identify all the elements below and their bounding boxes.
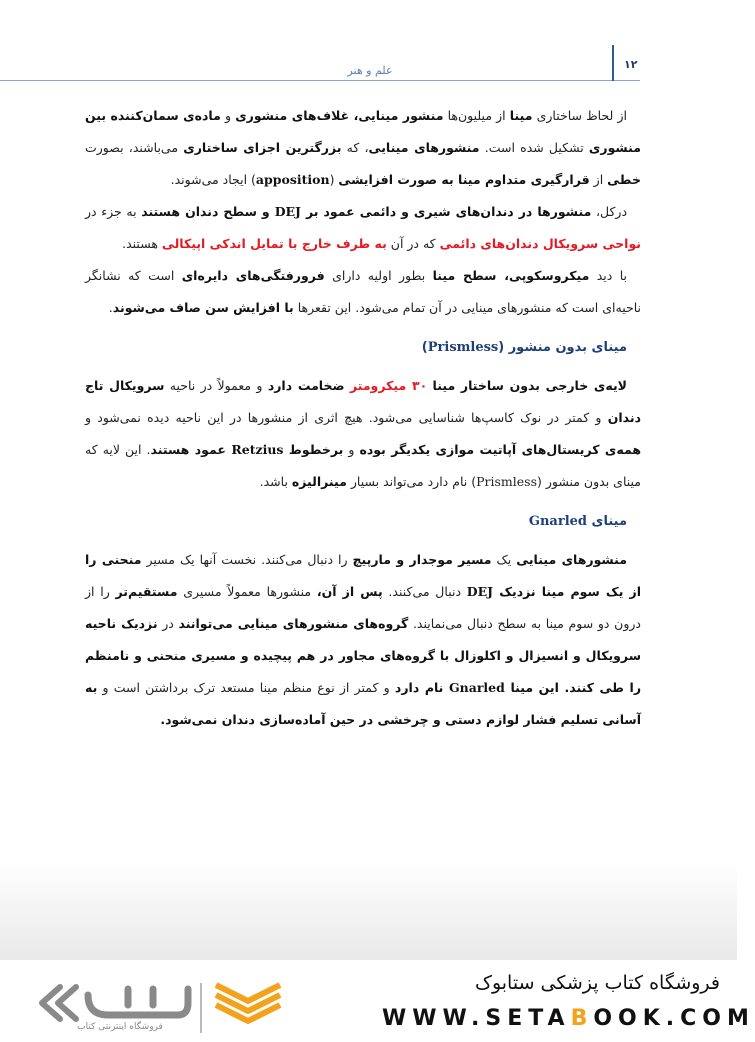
text-run: درکل، (591, 204, 628, 219)
text-run: و (343, 442, 360, 457)
text-run: بطور اولیه دارای (324, 268, 433, 283)
text-run: Prismless (427, 340, 499, 355)
text-run: فرورفتگی‌های دایره‌ای (181, 268, 325, 283)
section-title-gnarled (85, 510, 627, 534)
header-divider (612, 45, 614, 81)
text-run: مینا (509, 108, 533, 123)
text-run: DEJ (274, 204, 301, 219)
text-run: به طرف خارج با تمایل اندکی اپیکالی (161, 236, 387, 251)
text-run: مستقیم‌تر (115, 584, 178, 599)
text-run: خطی (607, 172, 641, 187)
text-run: منشورهای مینایی (516, 552, 627, 567)
text-run: ) ایجاد می‌شوند. (170, 172, 256, 187)
text-run: Prismless (476, 474, 537, 489)
text-run: نام دارد (394, 680, 449, 695)
text-run: Gnarled (528, 514, 588, 529)
text-run: منحنی را از یک سوم مینا نزدیک (85, 552, 642, 599)
text-run: با افزایش سن صاف می‌شوند (112, 300, 294, 315)
running-head: علم و هنر (347, 64, 393, 77)
text-run: منشور مینایی، غلاف‌های منشوری (235, 108, 444, 123)
text-run: میکروسکوپی، سطح مینا (432, 268, 590, 283)
text-run: از لحاظ ساختاری (532, 108, 628, 123)
text-run: هستند. (122, 236, 162, 251)
text-run: و معمولاً در ناحیه (164, 378, 268, 393)
text-run: تشکیل شده است. (479, 140, 589, 155)
text-run: Retzius (231, 442, 284, 457)
text-run: نزدیک ناحیه سرویکال و انسیزال و اکلوزال با گروه‌های مجاور در هم پیچیده و مسیری منحنی و نامنظم را طی کنند. این مینا (85, 616, 642, 695)
text-run: یک (491, 552, 517, 567)
text-run: از میلیون‌ها (443, 108, 510, 123)
text-run: ضخامت دارد (267, 378, 345, 393)
text-run: DEJ (466, 584, 494, 599)
text-run: از (589, 172, 608, 187)
text-run: ، که (341, 140, 369, 155)
logo-wordmark: ستابوک (146, 1009, 150, 1010)
logo-subtitle: فروشگاه اینترنتی کتاب (77, 1022, 163, 1032)
paragraph-prismless (85, 370, 641, 498)
text-run: منشورها معمولاً مسیری (177, 584, 317, 599)
paragraph-surface (85, 260, 641, 324)
store-url[interactable] (382, 1006, 755, 1031)
store-title: فروشگاه کتاب پزشکی ستابوک (474, 972, 720, 994)
text-run: با دید (589, 268, 628, 283)
text-run: سرویکال تاج دندان (85, 378, 641, 425)
text-run: گروه‌های منشورهای مینایی می‌توانند (178, 616, 409, 631)
text-run: را دنبال می‌کنند. نخست آنها یک مسیر (141, 552, 353, 567)
text-run: در (157, 616, 179, 631)
text-run: ) (421, 340, 428, 355)
text-run: است که نشانگر ناحیه‌ای است که منشورهای مینایی در آن تمام می‌شود. این تقعرها (85, 268, 641, 315)
url-prefix: WWW.SETA (382, 1006, 571, 1031)
text-run: که در آن (386, 236, 440, 251)
section-title-prismless (85, 336, 627, 360)
page-body (85, 100, 641, 736)
text-run: برخطوط (283, 442, 344, 457)
text-run: مینرالیزه (291, 474, 347, 489)
text-run: عمود هستند (150, 442, 232, 457)
text-run: بزرگترین اجزای ساختاری (183, 140, 342, 155)
text-run: باشد. (259, 474, 292, 489)
text-run: همه‌ی کریستال‌های آپاتیت موازی یکدیگر بوده (359, 442, 642, 457)
text-run: منشورهای مینایی (368, 140, 480, 155)
text-run: ۳۰ میکرومتر (349, 378, 428, 393)
text-run: و (220, 108, 236, 123)
page-number: ۱۲ (624, 58, 638, 71)
paragraph-structure (85, 100, 641, 196)
url-accent: B (570, 1006, 594, 1031)
text-run: نواحی سرویکال دندان‌های دائمی (439, 236, 641, 251)
text-run: ) نام دارد می‌تواند بسیار (346, 474, 477, 489)
header-rule (0, 80, 640, 81)
text-run: ماده‌ی سمان‌کننده بین منشوری (85, 108, 641, 155)
text-run: ( (329, 172, 339, 187)
text-run: apposition (255, 172, 330, 187)
text-run: و سطح دندان هستند (141, 204, 275, 219)
text-run: دنبال می‌کنند. (382, 584, 467, 599)
paragraph-orientation (85, 196, 641, 260)
text-run: مینای (587, 514, 627, 529)
text-run: مسیر موجدار و مارپیچ (352, 552, 492, 567)
text-run: قرارگیری متداوم مینا به صورت افزایشی (338, 172, 590, 187)
text-run: به آسانی تسلیم فشار لوازم دستی و چرخشی در حین آماده‌سازی دندان نمی‌شود. (85, 680, 641, 727)
text-run: را از درون دو سوم مینا به سطح دنبال می‌نمایند. (85, 584, 641, 631)
text-run: و کمتر در نوک کاسپ‌ها شناسایی می‌شود. هیچ اثری از منشورها در این ناحیه دیده نمی‌شود و (85, 410, 608, 425)
text-run: Gnarled (448, 680, 505, 695)
text-run: پس از آن، (316, 584, 383, 599)
url-suffix: OOK.COM (593, 1006, 755, 1031)
text-run: می‌باشند، بصورت (85, 140, 184, 155)
text-run: منشورها در دندان‌های شیری و دائمی عمود بر (300, 204, 592, 219)
text-run: . این لایه که مینای بدون منشور ( (85, 442, 641, 489)
text-run: لایه‌ی خارجی بدون ساختار مینا (432, 378, 627, 393)
text-run: مینای بدون منشور ( (498, 340, 627, 355)
paragraph-gnarled (85, 544, 641, 736)
footer-fade (0, 860, 737, 960)
text-run: به جزء در (85, 204, 142, 219)
text-run: . (108, 300, 113, 315)
text-run: و کمتر از نوع منظم مینا مستعد ترک برداشتن است و (97, 680, 395, 695)
